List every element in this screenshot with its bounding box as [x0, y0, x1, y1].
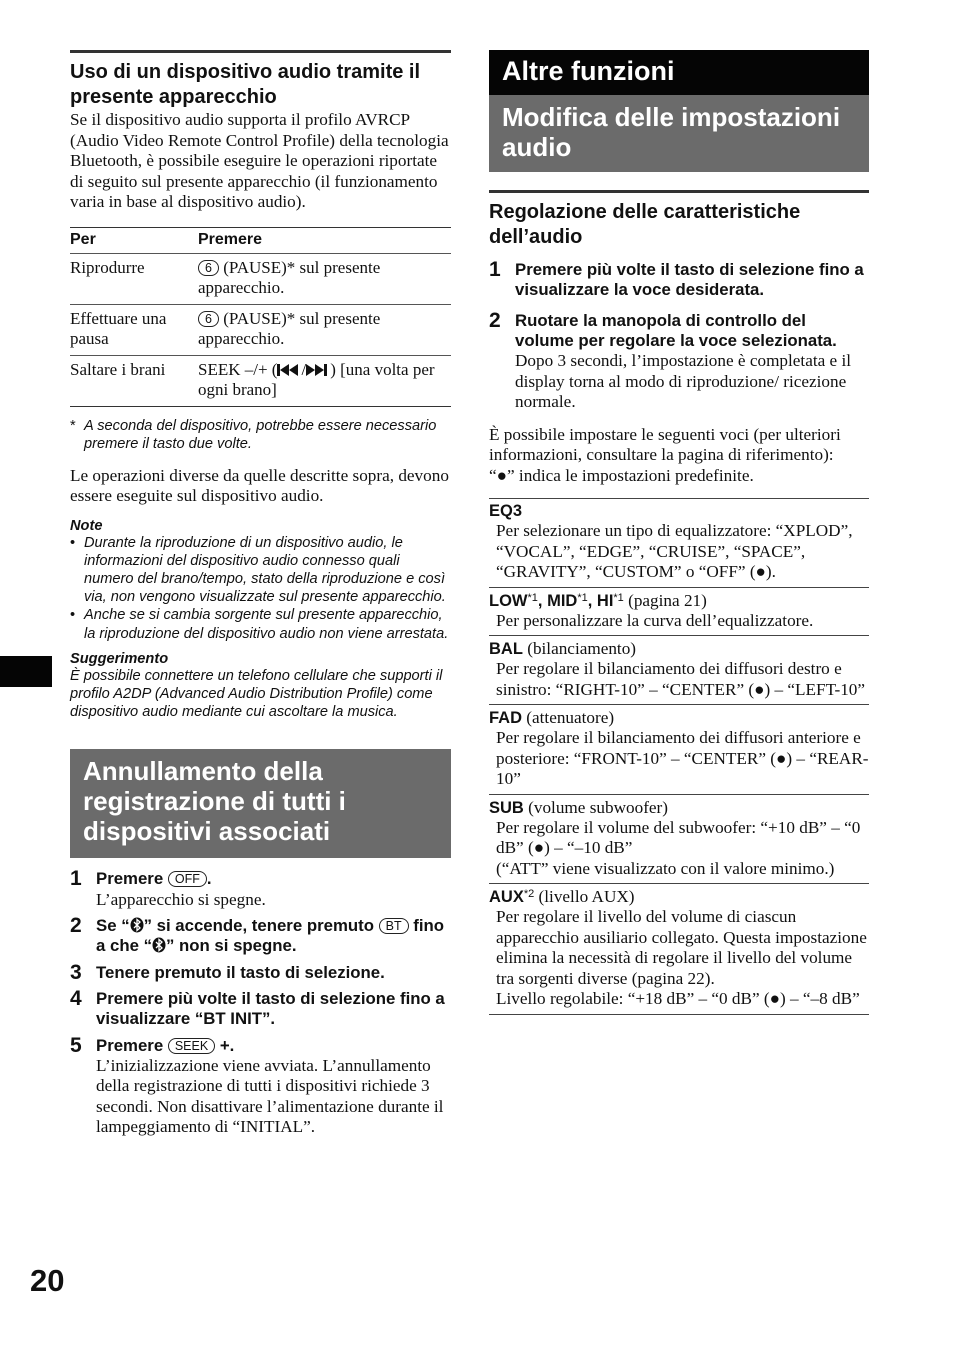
bluetooth-icon	[152, 937, 166, 953]
table-cell-per: Saltare i brani	[70, 355, 198, 406]
setting-sup: *1	[577, 591, 588, 604]
setting-name-low: LOW	[489, 591, 528, 610]
step-text: Premere	[96, 869, 168, 889]
step-1	[70, 869, 451, 910]
list-item	[70, 534, 451, 607]
seek-prefix: SEEK –/+ (	[198, 359, 278, 379]
skip-previous-icon	[277, 363, 301, 377]
table-row	[70, 355, 451, 406]
setting-sup: *2	[523, 888, 535, 901]
table-header-row	[70, 227, 451, 253]
step-text: Premere	[96, 1035, 168, 1055]
default-note: “●” indica le impostazioni predefinite.	[489, 465, 754, 485]
setting-name: EQ3	[489, 502, 523, 521]
step-body: Dopo 3 secondi, l’impostazione è completata e il display torna al modo di riproduzione/ ricezione normale.	[515, 351, 852, 412]
setting-name-hi: HI	[596, 591, 614, 610]
audio-heading: Regolazione delle caratteristiche dell’audio	[489, 201, 801, 248]
note-text: Anche se si cambia sorgente sul presente apparecchio, la riproduzione del dispositivo audio non viene arrestata.	[84, 607, 449, 642]
step-number: 2	[70, 914, 82, 938]
settings-list	[489, 498, 869, 1015]
step-text: fino a che “	[96, 916, 445, 956]
note-title: Note	[70, 517, 103, 534]
bullet-icon: •	[70, 607, 76, 624]
step-heading: Tenere premuto il tasto di selezione.	[96, 962, 385, 982]
table-cell-premere	[198, 304, 451, 355]
bullet-icon: •	[70, 534, 76, 551]
setting-name-mid: MID	[547, 591, 578, 610]
cancel-steps	[70, 869, 451, 1138]
setting-desc-2: (“ATT” viene visualizzato con il valore minimo.)	[496, 858, 835, 878]
table-cell-text: (PAUSE)* sul presente apparecchio.	[198, 308, 381, 348]
setting-fad	[489, 704, 869, 794]
audio-banner: Modifica delle impostazioni audio	[489, 95, 869, 172]
list-item	[70, 606, 451, 642]
step-text: ” si accende, tenere premuto	[143, 916, 379, 936]
audio-steps	[489, 260, 869, 413]
setting-desc: Per regolare il volume del subwoofer: “+10 dB” – “0 dB” (●) – “–10 dB”	[496, 817, 861, 858]
table-cell-per: Riprodurre	[70, 253, 198, 304]
step-1	[489, 260, 869, 301]
tip-text: È possibile connettere un telefono cellulare che supporti il profilo A2DP (Advanced Audio Distribution Profile) come dispositivo audio mediante cui ascoltare la musica.	[70, 667, 443, 721]
footnote-mark: *	[70, 417, 76, 434]
setting-desc: Per selezionare un tipo di equalizzatore: “XPLOD”, “VOCAL”, “EDGE”, “CRUISE”, “SPACE”, “GRAVITY”, “CUSTOM” o “OFF” (●).	[496, 521, 853, 582]
note-text: Durante la riproduzione di un dispositivo audio, le informazioni del dispositivo audio connesso quali numero del brano/tempo, stato della riproduzione e così via, non vengono visualizzate sul presente apparecchio.	[84, 534, 446, 606]
setting-sub	[489, 794, 869, 884]
avrcp-heading: Uso di un dispositivo audio tramite il presente apparecchio	[70, 61, 421, 108]
seek-slash: /	[301, 359, 307, 379]
setting-desc-2: Livello regolabile: “+18 dB” – “0 dB” (●) – “–8 dB”	[496, 989, 860, 1009]
key-off-label: OFF	[168, 871, 207, 887]
page-number: 20	[30, 1263, 65, 1298]
step-5	[70, 1033, 451, 1138]
cancel-banner: Annullamento della registrazione di tutti i dispositivi associati	[70, 749, 451, 858]
step-text: .	[206, 869, 212, 889]
key-6-button-label: 6	[198, 311, 219, 327]
other-ops-text: Le operazioni diverse da quelle descritte sopra, devono essere eseguite sul dispositivo audio.	[70, 465, 449, 505]
step-text: ” non si spegne.	[165, 936, 297, 956]
step-heading	[96, 1036, 451, 1056]
table-header-premere: Premere	[198, 227, 451, 253]
setting-extra: (bilanciamento)	[522, 639, 637, 659]
setting-name: FAD	[489, 709, 522, 728]
table-cell-per: Effettuare una pausa	[70, 304, 198, 355]
right-column	[489, 50, 869, 1015]
key-seek-label: SEEK	[168, 1038, 215, 1054]
step-heading: Premere più volte il tasto di selezione fino a visualizzare la voce desiderata.	[515, 260, 864, 300]
setting-desc: Per personalizzare la curva dell’equalizzatore.	[496, 610, 814, 630]
avrcp-table	[70, 227, 451, 407]
key-bt-label: BT	[379, 918, 409, 934]
step-text: Se “	[96, 916, 130, 936]
table-row	[70, 304, 451, 355]
step-number: 1	[489, 258, 501, 281]
setting-extra: (livello AUX)	[534, 887, 635, 907]
step-number: 2	[489, 308, 501, 332]
settings-intro: È possibile impostare le seguenti voci (per ulteriori informazioni, consultare la pagina di riferimento):	[489, 424, 841, 465]
skip-next-icon	[306, 363, 330, 377]
step-heading	[96, 916, 451, 957]
setting-sep: ,	[587, 591, 597, 610]
step-heading: Premere più volte il tasto di selezione fino a visualizzare “BT INIT”.	[96, 989, 445, 1029]
step-2	[70, 916, 451, 957]
setting-extra: (attenuatore)	[522, 708, 615, 728]
footnote-text: A seconda del dispositivo, potrebbe essere necessario premere il tasto due volte.	[84, 417, 437, 452]
note-list	[70, 534, 451, 643]
setting-name: SUB	[489, 798, 524, 817]
left-column	[70, 50, 451, 1138]
table-header-per: Per	[70, 227, 198, 253]
step-number: 5	[70, 1033, 82, 1057]
step-number: 3	[70, 960, 82, 984]
seek-suffix: ) [una volta per ogni brano]	[198, 359, 435, 399]
bluetooth-icon	[130, 917, 144, 933]
setting-name: AUX	[489, 888, 524, 907]
setting-aux	[489, 883, 869, 1015]
setting-desc: Per regolare il livello del volume di ciascun apparecchio ausiliario collegato. Questa impostazione elimina la necessità di regolare il livello del volume tra sorgenti diverse (pagina 22).	[496, 907, 867, 988]
step-text: +.	[215, 1035, 235, 1055]
step-4	[70, 989, 451, 1030]
chapter-tab	[0, 656, 52, 687]
setting-desc: Per regolare il bilanciamento dei diffusori anteriore e posteriore: “FRONT-10” – “CENTER” (●) – “REAR-10”	[496, 728, 869, 789]
setting-desc: Per regolare il bilanciamento dei diffusori destro e sinistro: “RIGHT-10” – “CENTER” (●) – “LEFT-10”	[496, 659, 866, 699]
table-row	[70, 253, 451, 304]
setting-sep: ,	[537, 591, 548, 610]
setting-name: BAL	[489, 640, 523, 659]
step-body: L’apparecchio si spegne.	[96, 889, 266, 909]
table-cell-premere	[198, 253, 451, 304]
table-footnote	[70, 417, 451, 454]
table-cell-premere	[198, 355, 451, 406]
setting-bal	[489, 635, 869, 704]
step-2	[489, 308, 869, 413]
section-title: Altre funzioni	[489, 50, 869, 95]
setting-sup: *1	[613, 591, 624, 604]
setting-extra: (pagina 21)	[623, 590, 707, 610]
setting-eq3	[489, 498, 869, 587]
step-number: 1	[70, 867, 82, 891]
tip-title: Suggerimento	[70, 650, 169, 667]
step-body: L’inizializzazione viene avviata. L’annullamento della registrazione di tutti i dispositivi richiede 3 secondi. Non disattivare l’alimentazione durante il lampeggiamento di “INITIAL”.	[96, 1055, 444, 1137]
setting-sup: *1	[527, 591, 538, 604]
setting-extra: (volume subwoofer)	[523, 797, 668, 817]
step-3	[70, 960, 451, 984]
step-heading: Ruotare la manopola di controllo del volume per regolare la voce selezionata.	[515, 310, 837, 350]
avrcp-intro: Se il dispositivo audio supporta il profilo AVRCP (Audio Video Remote Control Profile) della tecnologia Bluetooth, è possibile eseguire le operazioni riportate di seguito sul presente apparecchio (il funzionamento varia in base al dispositivo audio).	[70, 110, 449, 211]
key-6-button-label: 6	[198, 260, 219, 276]
setting-low-mid-hi	[489, 587, 869, 636]
table-cell-text: (PAUSE)* sul presente apparecchio.	[198, 257, 381, 297]
step-heading	[96, 869, 451, 889]
step-number: 4	[70, 987, 82, 1011]
